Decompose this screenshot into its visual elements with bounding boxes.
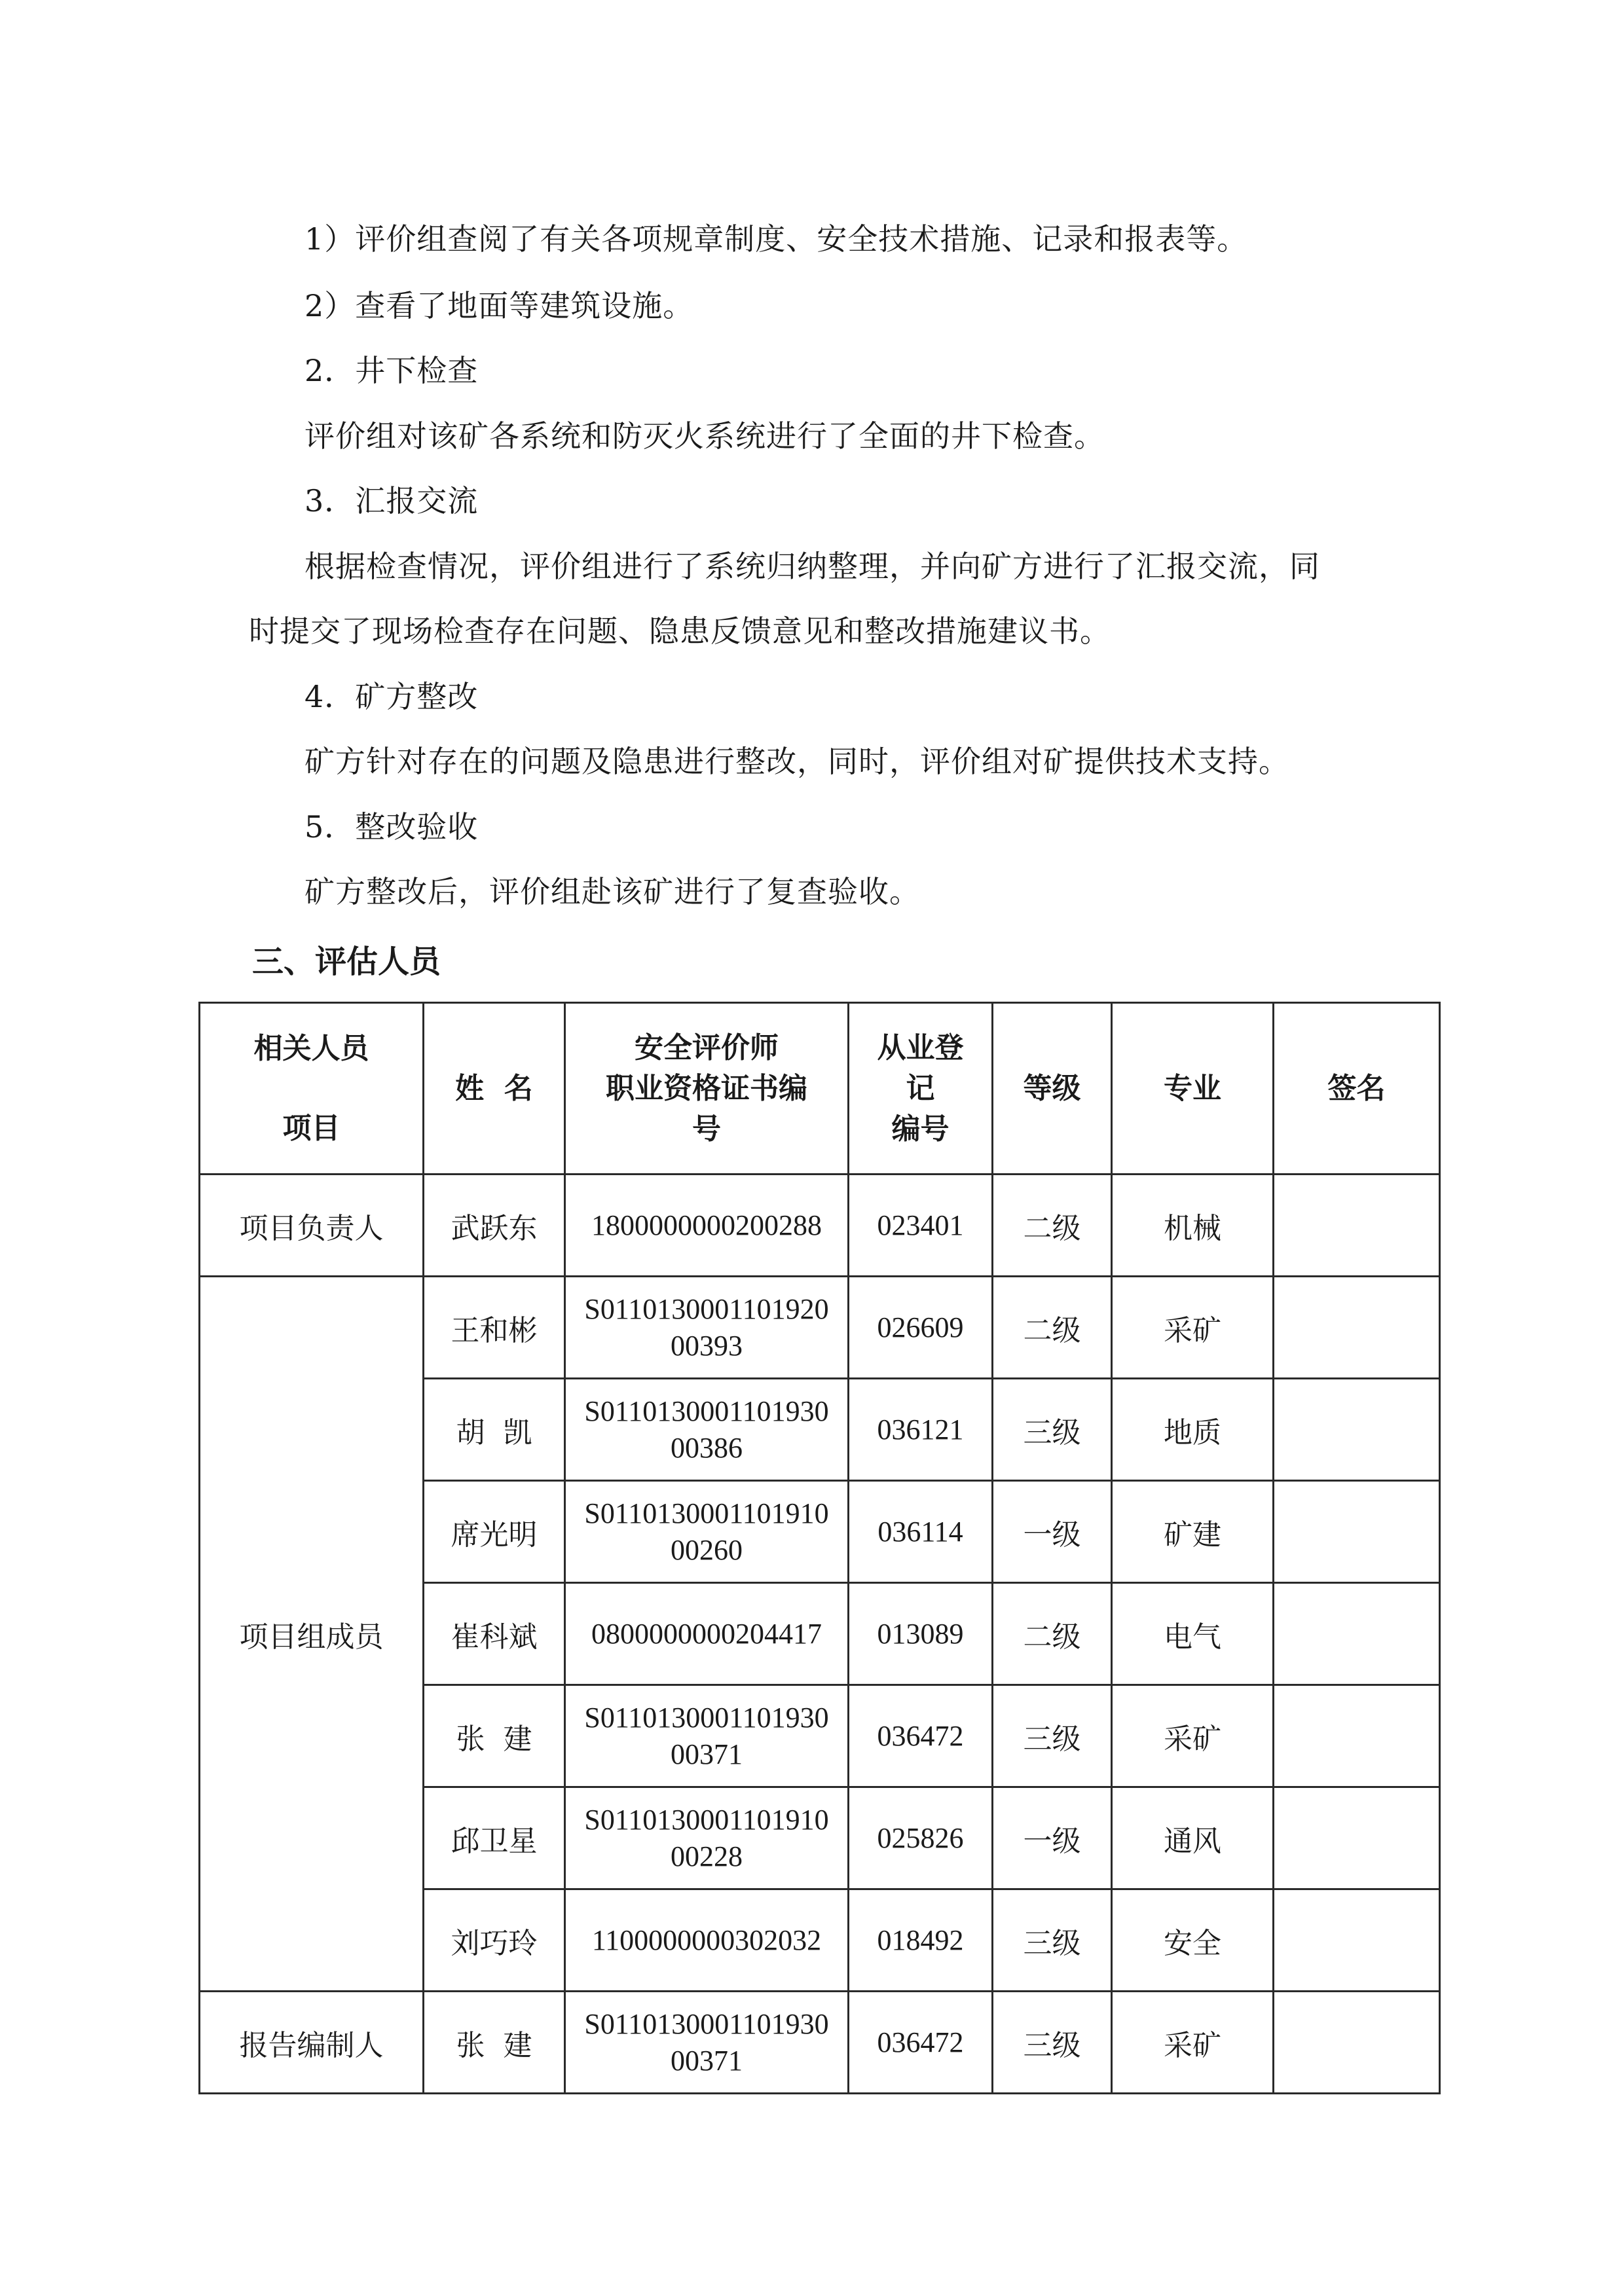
cert-number: S0110130001101910 00260 [565, 1481, 849, 1583]
signature-cell [1274, 1992, 1440, 2094]
heading-report-exchange: 3．汇报交流 [304, 483, 479, 519]
header-signature: 签名 [1274, 1003, 1440, 1175]
header-name: 姓 名 [424, 1003, 565, 1175]
signature-cell [1274, 1787, 1440, 1889]
registration-number: 013089 [849, 1583, 993, 1685]
person-name: 王和彬 [424, 1277, 565, 1379]
cert-number: S0110130001101930 00371 [565, 1992, 849, 2094]
paragraph-rectification-acceptance: 矿方整改后，评价组赴该矿进行了复查验收。 [304, 874, 920, 909]
heading-rectification-acceptance: 5．整改验收 [304, 809, 479, 845]
cert-number: 0800000000204417 [565, 1583, 849, 1685]
major: 采矿 [1112, 1685, 1274, 1787]
major: 地质 [1112, 1379, 1274, 1481]
signature-cell [1274, 1889, 1440, 1992]
level: 一级 [993, 1787, 1112, 1889]
table-header-row [200, 1003, 1440, 1175]
registration-number: 036472 [849, 1992, 993, 2094]
registration-number: 018492 [849, 1889, 993, 1992]
major: 电气 [1112, 1583, 1274, 1685]
person-name: 席光明 [424, 1481, 565, 1583]
person-name: 邱卫星 [424, 1787, 565, 1889]
paragraph-review-rules: 1）评价组查阅了有关各项规章制度、安全技术措施、记录和报表等。 [304, 221, 1248, 257]
registration-number: 036114 [849, 1481, 993, 1583]
level: 三级 [993, 1889, 1112, 1992]
paragraph-mine-rectification: 矿方针对存在的问题及隐患进行整改，同时，评价组对矿提供技术支持。 [304, 744, 1289, 779]
assessor-table [198, 1002, 1441, 2094]
table-row [200, 1175, 1440, 1277]
major: 通风 [1112, 1787, 1274, 1889]
signature-cell [1274, 1379, 1440, 1481]
major: 机械 [1112, 1175, 1274, 1277]
signature-cell [1274, 1481, 1440, 1583]
level: 二级 [993, 1277, 1112, 1379]
cert-number: 1100000000302032 [565, 1889, 849, 1992]
person-name: 崔科斌 [424, 1583, 565, 1685]
level: 二级 [993, 1175, 1112, 1277]
heading-mine-rectification: 4．矿方整改 [304, 679, 479, 714]
registration-number: 025826 [849, 1787, 993, 1889]
cert-number: S0110130001101930 00371 [565, 1685, 849, 1787]
registration-number: 036472 [849, 1685, 993, 1787]
table-row [200, 1992, 1440, 2094]
person-name: 胡 凯 [424, 1379, 565, 1481]
role-project-leader: 项目负责人 [200, 1175, 424, 1277]
person-name: 张 建 [424, 1685, 565, 1787]
cert-number: S0110130001101920 00393 [565, 1277, 849, 1379]
signature-cell [1274, 1277, 1440, 1379]
registration-number: 036121 [849, 1379, 993, 1481]
level: 三级 [993, 1992, 1112, 2094]
heading-underground-inspection: 2．井下检查 [304, 353, 479, 388]
level: 三级 [993, 1379, 1112, 1481]
table-row [200, 1277, 1440, 1379]
role-report-writer: 报告编制人 [200, 1992, 424, 2094]
paragraph-underground-inspection: 评价组对该矿各系统和防灭火系统进行了全面的井下检查。 [304, 418, 1105, 454]
person-name: 张 建 [424, 1992, 565, 2094]
header-cert-number: 安全评价师 职业资格证书编 号 [565, 1003, 849, 1175]
registration-number: 026609 [849, 1277, 993, 1379]
major: 采矿 [1112, 1992, 1274, 2094]
section-title-assessors: 三、评估人员 [252, 943, 441, 980]
person-name: 刘巧玲 [424, 1889, 565, 1992]
major: 安全 [1112, 1889, 1274, 1992]
signature-cell [1274, 1175, 1440, 1277]
paragraph-report-exchange-line2: 时提交了现场检查存在问题、隐患反馈意见和整改措施建议书。 [249, 613, 1111, 649]
level: 一级 [993, 1481, 1112, 1583]
header-related-personnel: 相关人员 [253, 1031, 369, 1065]
signature-cell [1274, 1685, 1440, 1787]
registration-number: 023401 [849, 1175, 993, 1277]
role-project-members: 项目组成员 [200, 1277, 424, 1992]
paragraph-inspect-facilities: 2）查看了地面等建筑设施。 [304, 288, 694, 323]
major: 采矿 [1112, 1277, 1274, 1379]
header-level: 等级 [993, 1003, 1112, 1175]
person-name: 武跃东 [424, 1175, 565, 1277]
header-corner [200, 1003, 424, 1175]
cert-number: S0110130001101910 00228 [565, 1787, 849, 1889]
cert-number: 1800000000200288 [565, 1175, 849, 1277]
header-project: 项目 [282, 1111, 341, 1145]
header-registration-number: 从业登 记 编号 [849, 1003, 993, 1175]
level: 二级 [993, 1583, 1112, 1685]
paragraph-report-exchange-line1: 根据检查情况，评价组进行了系统归纳整理，并向矿方进行了汇报交流，同 [304, 549, 1320, 584]
major: 矿建 [1112, 1481, 1274, 1583]
level: 三级 [993, 1685, 1112, 1787]
header-major: 专业 [1112, 1003, 1274, 1175]
signature-cell [1274, 1583, 1440, 1685]
cert-number: S0110130001101930 00386 [565, 1379, 849, 1481]
